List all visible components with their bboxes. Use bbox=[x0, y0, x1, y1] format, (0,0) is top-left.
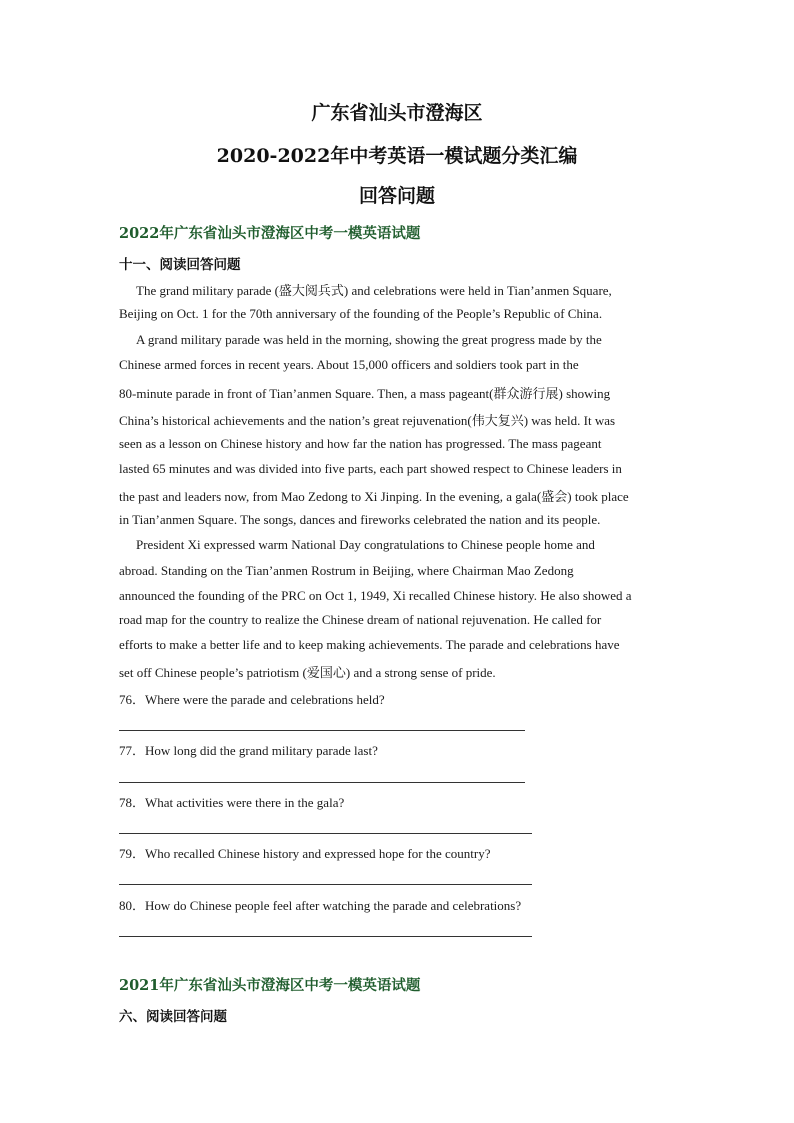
answer-line-80[interactable] bbox=[119, 936, 532, 937]
passage-line: lasted 65 minutes and was divided into five parts, each part showed respect to Chinese leaders in bbox=[119, 461, 622, 476]
question-80: 80．How do Chinese people feel after watching the parade and celebrations? bbox=[119, 898, 522, 913]
answer-line-77[interactable] bbox=[119, 782, 525, 783]
question-76: 76．Where were the parade and celebrations held? bbox=[119, 692, 385, 707]
section-2022-subheading: 十一、阅读回答问题 bbox=[119, 257, 241, 273]
document-subtitle: 2020-2022年中考英语一模试题分类汇编 bbox=[216, 145, 578, 167]
passage-line: road map for the country to realize the Chinese dream of national rejuvenation. He called for bbox=[119, 612, 602, 627]
passage-line: the past and leaders now, from Mao Zedong to Xi Jinping. In the evening, a gala(盛会) took place bbox=[119, 489, 629, 504]
passage-line: set off Chinese people’s patriotism (爱国心) and a strong sense of pride. bbox=[119, 665, 496, 680]
answer-line-79[interactable] bbox=[119, 884, 532, 885]
passage-line: A grand military parade was held in the morning, showing the great progress made by the bbox=[136, 332, 602, 347]
answer-line-78[interactable] bbox=[119, 833, 532, 834]
passage-line: 80-minute parade in front of Tian’anmen Square. Then, a mass pageant(群众游行展) showing bbox=[119, 386, 611, 401]
passage-line: Beijing on Oct. 1 for the 70th anniversary of the founding of the People’s Republic of China. bbox=[119, 306, 603, 321]
passage-line: in Tian’anmen Square. The songs, dances and fireworks celebrated the nation and its people. bbox=[119, 512, 601, 527]
question-77: 77．How long did the grand military parade last? bbox=[119, 743, 378, 758]
passage-line: China’s historical achievements and the nation’s great rejuvenation(伟大复兴) was held. It was bbox=[119, 413, 616, 428]
passage-line: The grand military parade (盛大阅兵式) and celebrations were held in Tian’anmen Square, bbox=[136, 283, 612, 298]
passage-line: efforts to make a better life and to keep making achievements. The parade and celebrations have bbox=[119, 637, 620, 652]
passage-line: abroad. Standing on the Tian’anmen Rostrum in Beijing, where Chairman Mao Zedong bbox=[119, 563, 574, 578]
document-title: 广东省汕头市澄海区 bbox=[311, 102, 483, 124]
section-2022-heading: 2022年广东省汕头市澄海区中考一模英语试题 bbox=[119, 225, 421, 242]
answer-line-76[interactable] bbox=[119, 730, 525, 731]
passage-line: seen as a lesson on Chinese history and how far the nation has progressed. The mass pageant bbox=[119, 436, 602, 451]
question-79: 79．Who recalled Chinese history and expressed hope for the country? bbox=[119, 846, 491, 861]
passage-line: President Xi expressed warm National Day congratulations to Chinese people home and bbox=[136, 537, 595, 552]
question-78: 78．What activities were there in the gala? bbox=[119, 795, 345, 810]
document-topic: 回答问题 bbox=[358, 185, 435, 207]
passage-line: Chinese armed forces in recent years. About 15,000 officers and soldiers took part in the bbox=[119, 357, 579, 372]
passage-line: announced the founding of the PRC on Oct 1, 1949, Xi recalled Chinese history. He also showed a bbox=[119, 588, 632, 603]
section-2021-subheading: 六、阅读回答问题 bbox=[119, 1009, 227, 1025]
section-2021-heading: 2021年广东省汕头市澄海区中考一模英语试题 bbox=[119, 977, 421, 994]
